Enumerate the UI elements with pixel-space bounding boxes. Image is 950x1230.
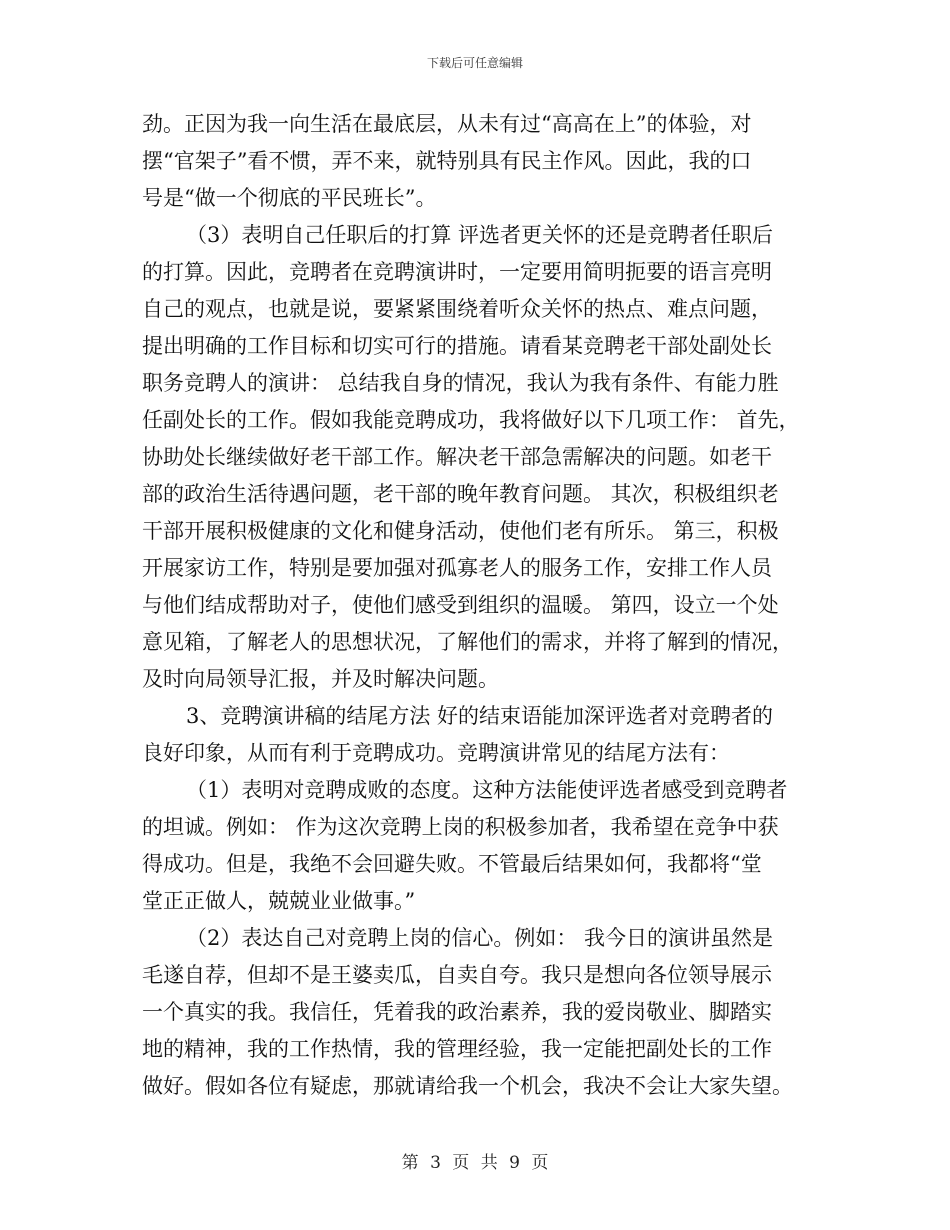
- text-line: （1）表明对竞聘成败的态度。这种方法能使评选者感受到竞聘者: [186, 778, 788, 802]
- text-line: 做好。假如各位有疑虑，那就请给我一个机会，我决不会让大家失望。: [142, 1074, 793, 1098]
- text-line: 任副处长的工作。假如我能竞聘成功，我将做好以下几项工作： 首先，: [142, 408, 800, 432]
- text-line: 劲。正因为我一向生活在最底层，从未有过“高高在上”的体验，对: [142, 112, 752, 136]
- text-line: 意见箱，了解老人的思想状况，了解他们的需求，并将了解到的情况，: [142, 630, 793, 654]
- text-line: 一个真实的我。我信任，凭着我的政治素养，我的爱岗敬业、脚踏实: [142, 1000, 772, 1024]
- text-line: 地的精神，我的工作热情，我的管理经验，我一定能把副处长的工作: [142, 1037, 772, 1061]
- text-line: 与他们结成帮助对子，使他们感受到组织的温暖。 第四，设立一个处: [142, 593, 779, 617]
- text-line: 自己的观点，也就是说，要紧紧围绕着听众关怀的热点、难点问题，: [142, 297, 772, 321]
- page-footer: 第 3 页 共 9 页: [401, 1153, 549, 1173]
- text-line: 号是“做一个彻底的平民班长”。: [142, 186, 437, 210]
- text-line: 堂正正做人，兢兢业业做事。”: [142, 889, 416, 913]
- document-body: [142, 106, 812, 1105]
- text-line: 干部开展积极健康的文化和健身活动，使他们老有所乐。 第三，积极: [142, 519, 779, 543]
- text-line: 及时向局领导汇报，并及时解决问题。: [142, 667, 499, 691]
- text-line: 毛遂自荐，但却不是王婆卖瓜，自卖自夸。我只是想向各位领导展示: [142, 963, 772, 987]
- text-line: 协助处长继续做好老干部工作。解决老干部急需解决的问题。如老干: [142, 445, 772, 469]
- text-line: 开展家访工作，特别是要加强对孤寡老人的服务工作，安排工作人员: [142, 556, 772, 580]
- text-line: 得成功。但是，我绝不会回避失败。不管最后结果如何，我都将“堂: [142, 852, 762, 876]
- text-line: 摆“官架子”看不惯，弄不来，就特别具有民主作风。因此，我的口: [142, 149, 752, 173]
- text-line: 3、竞聘演讲稿的结尾方法 好的结束语能加深评选者对竞聘者的: [186, 704, 774, 728]
- text-line: 良好印象，从而有利于竞聘成功。竞聘演讲常见的结尾方法有：: [142, 741, 730, 765]
- text-line: 部的政治生活待遇问题，老干部的晚年教育问题。 其次，积极组织老: [142, 482, 779, 506]
- text-line: 的打算。因此，竞聘者在竞聘演讲时，一定要用简明扼要的语言亮明: [142, 260, 772, 284]
- text-line: （3）表明自己任职后的打算 评选者更关怀的还是竞聘者任职后: [186, 223, 774, 247]
- text-line: （2）表达自己对竞聘上岗的信心。例如： 我今日的演讲虽然是: [186, 926, 774, 950]
- text-line: 提出明确的工作目标和切实可行的措施。请看某竞聘老干部处副处长: [142, 334, 772, 358]
- text-line: 职务竞聘人的演讲： 总结我自身的情况，我认为我有条件、有能力胜: [142, 371, 779, 395]
- text-line: 的坦诚。例如： 作为这次竞聘上岗的积极参加者，我希望在竞争中获: [142, 815, 779, 839]
- page-header-note: 下载后可任意编辑: [426, 56, 523, 70]
